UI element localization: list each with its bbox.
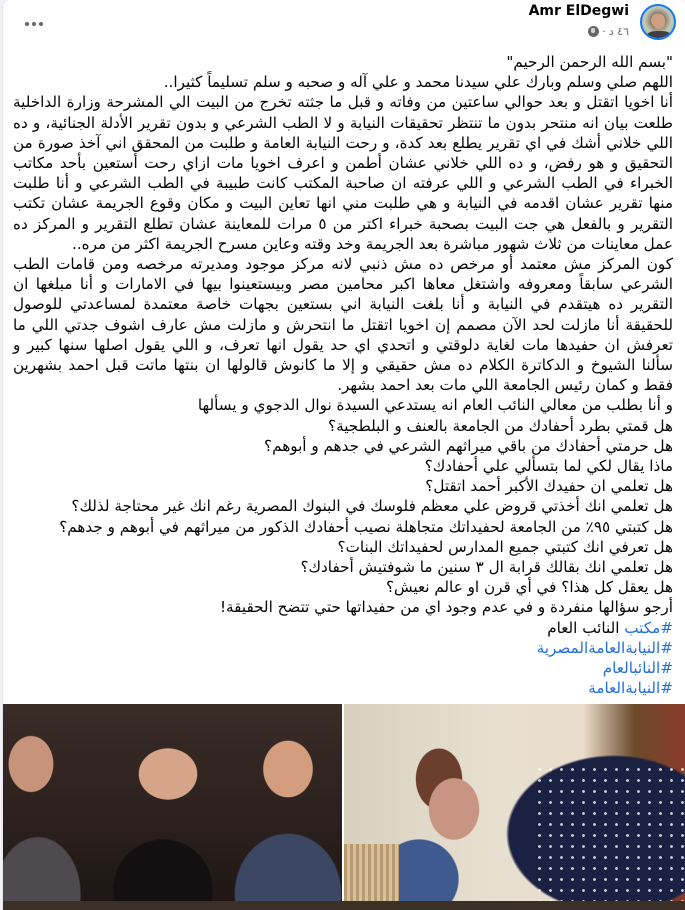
avatar-face bbox=[653, 14, 665, 29]
more-options-button[interactable] bbox=[25, 16, 45, 32]
post-meta bbox=[588, 25, 629, 38]
photo-man-kissing-grandmother[interactable] bbox=[344, 704, 685, 901]
question-line: هل تعلمي ان حفيدك الأكبر أحمد اتقتل؟ bbox=[425, 477, 673, 496]
hashtag-link[interactable]: #النيابةالعامةالمصرية bbox=[536, 638, 673, 657]
avatar[interactable] bbox=[640, 4, 676, 40]
more-horizontal-icon bbox=[39, 22, 43, 26]
text-line: أرجو سؤالها منفردة و في عدم وجود اي من حفيداتها حتي تتضح الحقيقة! bbox=[219, 598, 673, 617]
post-text bbox=[13, 52, 673, 699]
text-line: و أنا بطلب من معالي النائب العام انه يستدعي السيدة نوال الدجوي و يسألها bbox=[197, 396, 673, 415]
photo-bottom-edge bbox=[3, 901, 685, 910]
text-line: اللهم صلي وسلم وبارك علي سيدنا محمد و علي آله و صحبه و سلم تسليماً كثيرا.. bbox=[163, 73, 673, 92]
text-line: "بسم الله الرحمن الرحيم" bbox=[506, 53, 673, 71]
hashtags bbox=[13, 618, 673, 699]
hashtag-text[interactable]: #مكتب bbox=[624, 618, 673, 637]
post-header bbox=[3, 0, 685, 52]
hashtag-suffix: النائب العام bbox=[547, 618, 625, 637]
question-line: هل تعلمي انك أخذتي قروض علي معظم فلوسك في البنوك المصرية رغم انك غير محتاجة لذلك؟ bbox=[71, 497, 673, 516]
author-name[interactable]: Amr ElDegwi bbox=[528, 3, 629, 19]
question-line: هل يعقل كل هذا؟ في أي قرن او عالم نعيش؟ bbox=[385, 578, 673, 597]
hashtag-link[interactable]: #النائبالعام bbox=[602, 659, 673, 678]
hashtag-link[interactable]: #النيابةالعامة bbox=[588, 679, 673, 698]
more-horizontal-icon bbox=[25, 22, 29, 26]
question-line: هل تعلمي انك بقالك قرابة ال ٣ سنين ما شوفتيش أحفادك؟ bbox=[300, 558, 673, 577]
more-horizontal-icon bbox=[32, 22, 36, 26]
photo-grid bbox=[3, 704, 685, 910]
question-line: هل كتبتي ٩٥٪ من الجامعة لحفيداتك متجاهلة نصيب أحفادك الذكور من ميراثهم في أبوهم و جدهم؟ bbox=[59, 517, 673, 536]
post-card bbox=[2, 0, 685, 910]
text-paragraph: أنا اخويا اتقتل و بعد حوالي ساعتين من وفاته و قبل ما جثته تخرج من البيت الي المشرحة وزارة الداخلية طلعت بيان انه منتحر بدون ما تنتظر تحقيقات النيابة و لا الطب الشرعي و بدون تقرير الأدلة الجنائية، و ده اللي خلاني أشك في اي تقرير يطلع بعد كدة، و رحت النيابة العامة و طلبت من المحقق اني آخذ صورة من التحقيق و هو رفض، و ده اللي خلاني عشان أطمن و اعرف اخويا مات ازاي رحت أستعين بأحد مكاتب الخبراء في الطب الشرعي و اللي عرفته ان صاحبة المكتب كانت طبيبة في الطب الشرعي و أنا طلبت منها تقرير عشان اقدمه في النيابة و هي طلبت مني انها تعاين البيت و مكان وقوع الجريمة عشان تكتب التقرير و بالفعل هي جت البيت بصحبة خبراء اكتر من ٥ مرات للمعاينة عشان تطلع التقرير و المركز ده عمل معاينات من ثلاث شهور مباشرة بعد الجريمة وخد وقته وعاين مسرح الجريمة اكثر من مره.. bbox=[13, 93, 673, 253]
question-line: هل تعرفي انك كتبتي جميع المدارس لحفيداتك البنات؟ bbox=[337, 537, 673, 556]
post-timestamp[interactable]: ٤٦ د bbox=[608, 25, 629, 38]
globe-icon[interactable] bbox=[588, 26, 599, 37]
avatar-shirt bbox=[646, 31, 672, 40]
question-line: هل حرمتي أحفادك من باقي ميراثهم الشرعي في جدهم و أبوهم؟ bbox=[264, 436, 673, 455]
text-paragraph: كون المركز مش معتمد أو مرخص ده مش ذنبي لانه مركز موجود ومديرته مرخصه ومن قامات الطب الشرعي سابقاً ومعروفه واشتغل معاها اكبر محامين مصر وبيستعينوا بيها في الامارات و أنا مبلغها ان التقرير ده هيتقدم في النيابة و أنا بلغت النيابة اني بستعين بجهات خاصة معتمدة لمساعدتي للوصول للحقيقة أنا مازلت لحد الآن مصمم إن اخويا اتقتل ما انتحرش و مازلت مش عارف اشوف جدتي اللي ما تعرفش ان حفيدها مات لغاية دلوقتي و اتحدي اي حد يقول انها تعرف، و اللي يقول اصلها سنها كبير و سألنا الشيوخ و الدكاترة الكلام ده مش حقيقي و إلا ما كانوش قالولها ان بنتها ماتت قبل احمد بشهرين فقط و كمان رئيس الجامعة اللي مات بعد احمد بشهر. bbox=[13, 255, 673, 395]
group-photo-three-people[interactable] bbox=[3, 704, 342, 901]
question-line: هل قمتي بطرد أحفادك من الجامعة بالعنف و البلطجية؟ bbox=[328, 416, 673, 435]
meta-separator: · bbox=[602, 25, 606, 38]
question-line: ماذا يقال لكي لما بتسألي علي أحفادك؟ bbox=[424, 457, 673, 476]
hashtag-link[interactable] bbox=[13, 618, 673, 638]
